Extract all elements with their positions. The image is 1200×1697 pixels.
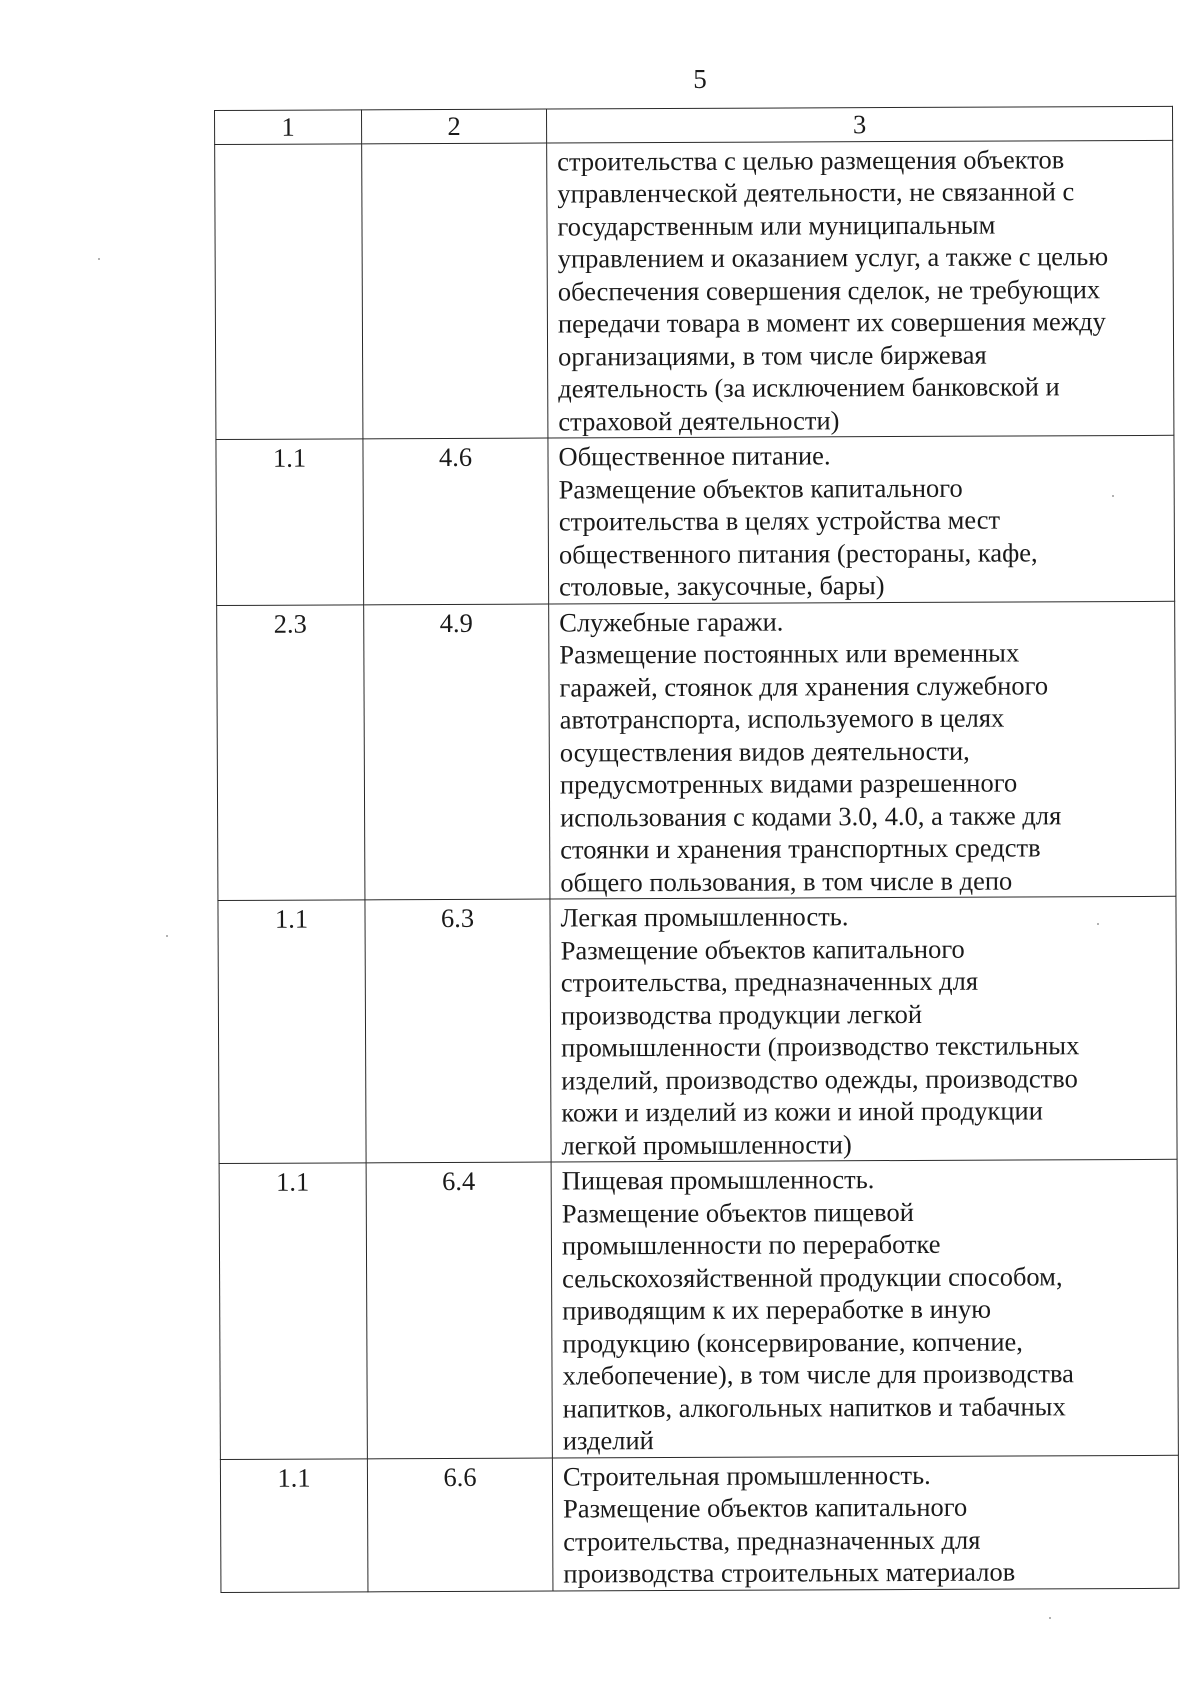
cell-use-code: 6.6 [367, 1458, 553, 1592]
description-line: сельскохозяйственной продукции способом, [562, 1260, 1063, 1293]
column-header-3: 3 [546, 106, 1172, 142]
table-row [219, 1159, 1178, 1459]
cell-use-code: 4.6 [363, 438, 549, 604]
description-line: строительства, предназначенных для [560, 965, 979, 998]
scan-speck [1097, 923, 1099, 925]
description-line: управлением и оказанием услуг, а также с целью [557, 241, 1109, 274]
description-line: управленческой деятельности, не связанной с [557, 176, 1075, 209]
description-line: государственным или муниципальным [557, 209, 996, 242]
description-line: столовые, закусочные, бары) [559, 570, 885, 602]
cell-use-code: 4.9 [364, 604, 550, 900]
land-use-table [214, 106, 1179, 1593]
description-line: Размещение объектов капитального [560, 933, 965, 965]
description-line: обеспечения совершения сделок, не требующих [557, 273, 1101, 307]
description-line: организациями, в том числе биржевая [558, 339, 987, 372]
table-row [220, 1455, 1179, 1592]
description-line: общественного питания (рестораны, кафе, [558, 536, 1038, 569]
description-line: использования с кодами 3.0, 4.0, а также для [560, 799, 1062, 832]
cell-description [550, 896, 1177, 1162]
description-line: изделий, производство одежды, производство [561, 1062, 1078, 1095]
document-sheet [214, 106, 1178, 1593]
column-header-2: 2 [362, 109, 547, 143]
description-line: напитков, алкогольных напитков и табачных [562, 1390, 1066, 1423]
cell-zone-code: 1.1 [220, 1458, 368, 1592]
description-line: приводящим к их переработке в иную [562, 1293, 992, 1326]
description-line: легкой промышленности) [561, 1128, 852, 1160]
column-header-1: 1 [215, 110, 362, 144]
description-title: Пищевая промышленность. [561, 1164, 875, 1196]
cell-zone-code: 1.1 [219, 1163, 367, 1459]
description-title: Общественное питание. [558, 440, 831, 472]
description-title: Легкая промышленность. [560, 901, 849, 933]
table-row [217, 601, 1176, 901]
table-row [216, 435, 1175, 605]
description-line: строительства с целью размещения объектов [557, 143, 1065, 177]
cell-zone-code [215, 143, 363, 439]
scan-speck [1112, 495, 1114, 497]
description-line: производства продукции легкой [560, 998, 923, 1030]
description-line: Размещение объектов капитального [563, 1491, 968, 1524]
description-line: общего пользования, в том числе в депо [560, 865, 1013, 897]
cell-use-code: 6.3 [365, 899, 551, 1163]
description-line: предусмотренных видами разрешенного [559, 767, 1018, 800]
description-line: промышленности (производство текстильных [561, 1030, 1080, 1063]
cell-zone-code: 2.3 [217, 604, 365, 900]
cell-zone-code: 1.1 [216, 439, 364, 605]
description-line: стоянки и хранения транспортных средств [560, 832, 1041, 865]
cell-use-code: 6.4 [366, 1162, 552, 1458]
description-line: хлебопечение), в том числе для производства [562, 1358, 1074, 1391]
cell-description [549, 601, 1176, 899]
description-line: Размещение объектов пищевой [561, 1196, 914, 1228]
cell-use-code [362, 143, 548, 439]
description-line: производства строительных материалов [563, 1556, 1016, 1589]
description-line: автотранспорта, используемого в целях [559, 702, 1005, 735]
cell-zone-code: 1.1 [218, 900, 366, 1164]
scan-speck [98, 258, 100, 260]
table-row [218, 896, 1177, 1163]
cell-description [552, 1455, 1179, 1591]
description-line: продукцию (консервирование, копчение, [562, 1325, 1023, 1358]
description-line: страховой деятельности) [558, 404, 840, 437]
description-line: передачи товара в момент их совершения между [557, 306, 1106, 339]
cell-description [548, 435, 1175, 603]
description-title: Строительная промышленность. [562, 1459, 931, 1491]
scan-speck [1049, 1617, 1051, 1619]
cell-description [551, 1159, 1178, 1457]
description-title: Служебные гаражи. [559, 606, 784, 637]
description-line: строительства в целях устройства мест [558, 504, 1001, 537]
description-line: кожи и изделий из кожи и иной продукции [561, 1095, 1043, 1128]
description-line: промышленности по переработке [561, 1228, 941, 1261]
table-row-continuation [215, 140, 1174, 440]
description-line: осуществления видов деятельности, [559, 735, 970, 767]
page-number: 5 [693, 64, 707, 94]
description-line: гаражей, стоянок для хранения служебного [559, 669, 1049, 702]
scan-speck [166, 935, 168, 937]
description-line: Размещение объектов капитального [558, 472, 963, 504]
description-line: изделий [562, 1425, 654, 1456]
table-header-row [215, 106, 1173, 144]
description-line: строительства, предназначенных для [563, 1524, 981, 1556]
description-line: Размещение постоянных или временных [559, 637, 1020, 670]
cell-description [547, 140, 1174, 438]
description-line: деятельность (за исключением банковской и [558, 371, 1060, 404]
